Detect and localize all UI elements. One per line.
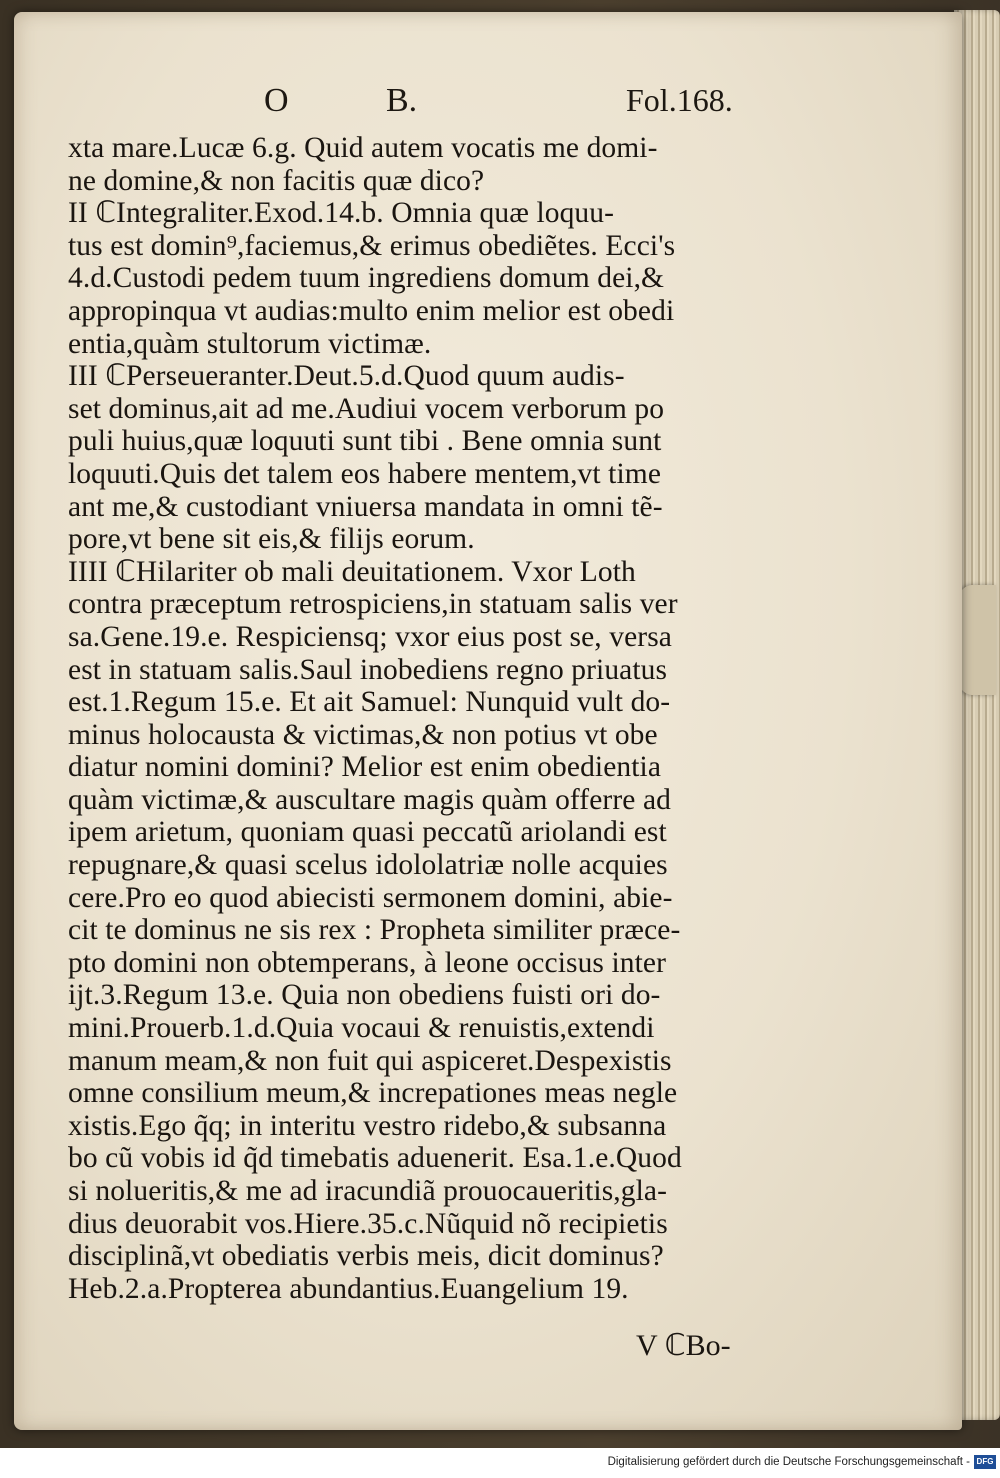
book-page: [14, 12, 962, 1430]
text-line: omne consilium meum,& increpationes meas negle: [68, 1077, 678, 1110]
text-line: manum meam,& non fuit qui aspiceret.Despexistis: [68, 1044, 672, 1077]
text-line: si nolueritis,& me ad iracundiã prouocaueritis,gla-: [68, 1175, 668, 1207]
text-line: quàm victimæ,& auscultare magis quàm offerre ad: [68, 783, 671, 816]
text-line: loquuti.Quis det talem eos habere mentem,vt time: [68, 457, 662, 490]
signature-mark-left: O: [264, 82, 289, 119]
text-line: entia,quàm stultorum victimæ.: [68, 327, 432, 360]
text-line: contra præceptum retrospiciens,in statuam salis ver: [68, 588, 678, 621]
text-line: tus est domin⁹,faciemus,& erimus obediẽtes. Ecci's: [68, 229, 676, 262]
text-line: minus holocausta & victimas,& non potius vt obe: [68, 718, 658, 751]
catchword: V ℂBo-: [636, 1329, 731, 1362]
text-line: puli huius,quæ loquuti sunt tibi . Bene omnia sunt: [68, 425, 662, 458]
text-line: cit te dominus ne sis rex : Propheta similiter præce-: [68, 914, 681, 947]
text-line: cere.Pro eo quod abiecisti sermonem domini, abie-: [68, 881, 673, 914]
text-line: ant me,& custodiant vniuersa mandata in omni tẽ-: [68, 490, 663, 523]
text-line: III ℂPerseueranter.Deut.5.d.Quod quum audis-: [68, 360, 625, 393]
text-line: xta mare.Lucæ 6.g. Quid autem vocatis me domi-: [68, 132, 658, 164]
text-line: ne domine,& non facitis quæ dico?: [68, 164, 485, 197]
text-line: Heb.2.a.Propterea abundantius.Euangelium 19.: [68, 1272, 629, 1305]
text-line: ijt.3.Regum 13.e. Quia non obediens fuisti ori do-: [68, 979, 661, 1012]
folio-number: Fol.168.: [626, 82, 733, 118]
footer-bar: [0, 1448, 1000, 1478]
dfg-logo: DFG: [974, 1455, 996, 1469]
text-block: [68, 132, 788, 1305]
text-line: set dominus,ait ad me.Audiui vocem verborum po: [68, 392, 665, 425]
text-line: xistis.Ego q̃q; in interitu vestro ridebo,& subsanna: [68, 1109, 667, 1142]
text-line: est in statuam salis.Saul inobediens regno priuatus: [68, 653, 668, 686]
text-line: ipem arietum, quoniam quasi peccatũ ariolandi est: [68, 816, 667, 849]
text-line: II ℂIntegraliter.Exod.14.b. Omnia quæ loquu-: [68, 197, 615, 230]
text-line: sa.Gene.19.e. Respiciensq; vxor eius post se, versa: [68, 620, 672, 653]
text-line: pto domini non obtemperans, à leone occisus inter: [68, 946, 667, 979]
signature-mark-center: B.: [386, 82, 418, 119]
text-line: diatur nomini domini? Melior est enim obedientia: [68, 751, 662, 784]
text-line: mini.Prouerb.1.d.Quia vocaui & renuistis,extendi: [68, 1012, 655, 1045]
text-line: est.1.Regum 15.e. Et ait Samuel: Nunquid vult do-: [68, 686, 671, 719]
text-line: appropinqua vt audias:multo enim melior est obedi: [68, 294, 675, 327]
text-line: disciplinã,vt obediatis verbis meis, dicit dominus?: [68, 1240, 664, 1273]
text-line: repugnare,& quasi scelus idololatriæ nolle acquies: [68, 849, 668, 882]
text-line: pore,vt bene sit eis,& filijs eorum.: [68, 523, 475, 556]
text-line: 4.d.Custodi pedem tuum ingrediens domum dei,&: [68, 262, 665, 295]
text-line: IIII ℂHilariter ob mali deuitationem. Vxor Loth: [68, 555, 636, 588]
digitization-credit: Digitalisierung gefördert durch die Deutsche Forschungsgemeinschaft -: [607, 1456, 970, 1468]
running-head: [14, 82, 962, 132]
text-line: dius deuorabit vos.Hiere.35.c.Nũquid nõ recipietis: [68, 1207, 668, 1240]
text-line: bo cũ vobis id q̃d timebatis aduenerit. Esa.1.e.Quod: [68, 1142, 682, 1175]
